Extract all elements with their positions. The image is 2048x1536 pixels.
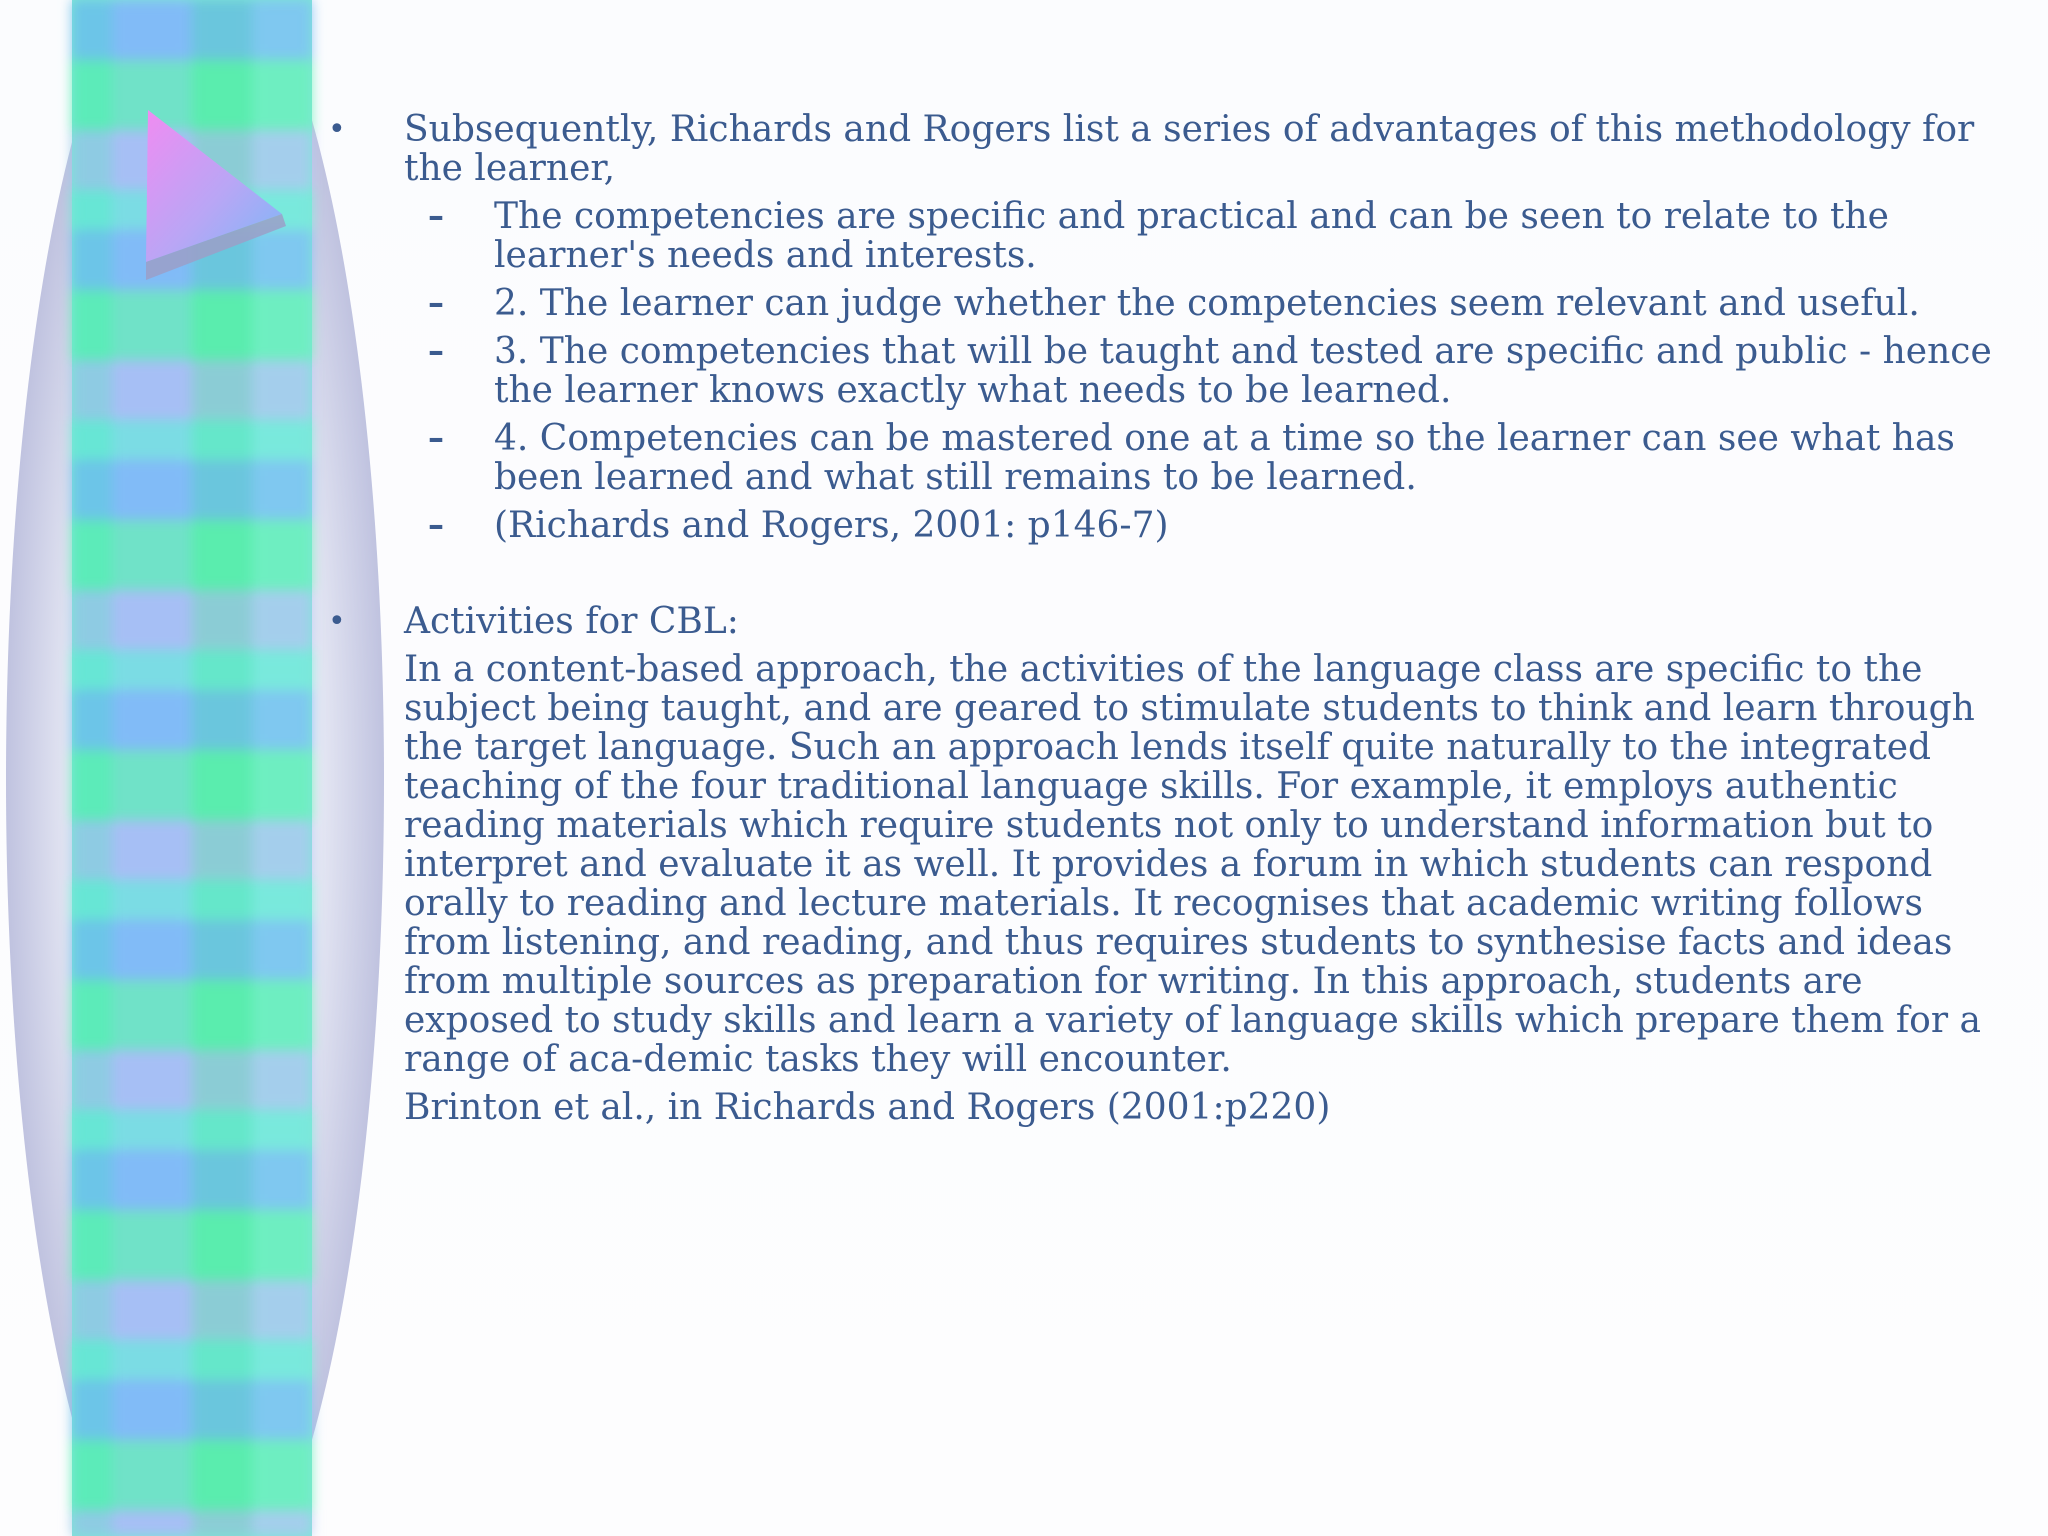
dash-marker: – [428, 197, 444, 235]
advantages-list [404, 197, 2020, 545]
list-item [320, 284, 2020, 323]
list-item-text: (Richards and Rogers, 2001: p146-7) [494, 505, 1169, 546]
list-item [320, 197, 2020, 275]
slide-content [320, 110, 2020, 1127]
activities-heading: Activities for CBL: [404, 601, 739, 642]
list-item-text: 3. The competencies that will be taught and tested are specific and public - hence the learner knows exactly what needs to be learned. [494, 331, 1992, 411]
list-item-text: 2. The learner can judge whether the competencies seem relevant and useful. [494, 283, 1920, 324]
bullet-activities [320, 602, 2020, 1127]
list-item [320, 506, 2020, 545]
list-item-text: The competencies are specific and practical and can be seen to relate to the learner's needs and interests. [494, 196, 1889, 276]
dash-marker: – [428, 284, 444, 322]
triangle-icon [126, 104, 286, 284]
bullet-advantages [320, 110, 2020, 545]
activities-paragraph: In a content-based approach, the activities of the language class are specific to the subject being taught, and are geared to stimulate students to think and learn through the target language. Such an approach lends itself quite naturally to the integrated teaching of the four traditional language skills. For example, it employs authentic reading materials which require students not only to understand information but to interpret and evaluate it as well. It provides a forum in which students can respond orally to reading and lecture materials. It recognises that academic writing follows from listening, and reading, and thus requires students to synthesise facts and ideas from multiple sources as preparation for writing. In this approach, students are exposed to study skills and learn a variety of language skills which prepare them for a range of aca-demic tasks they will encounter. [404, 649, 1981, 1080]
list-item [320, 419, 2020, 497]
bullet-dot: • [328, 604, 346, 639]
list-item-text: 4. Competencies can be mastered one at a time so the learner can see what has been learned and what still remains to be learned. [494, 418, 1955, 498]
list-item [320, 332, 2020, 410]
dash-marker: – [428, 332, 444, 370]
dash-marker: – [428, 419, 444, 457]
activities-citation: Brinton et al., in Richards and Rogers (2001:p220) [404, 1087, 1331, 1128]
dash-marker: – [428, 506, 444, 544]
bullet-dot: • [328, 112, 346, 147]
advantages-intro: Subsequently, Richards and Rogers list a series of advantages of this methodology for the learner, [404, 109, 1975, 189]
